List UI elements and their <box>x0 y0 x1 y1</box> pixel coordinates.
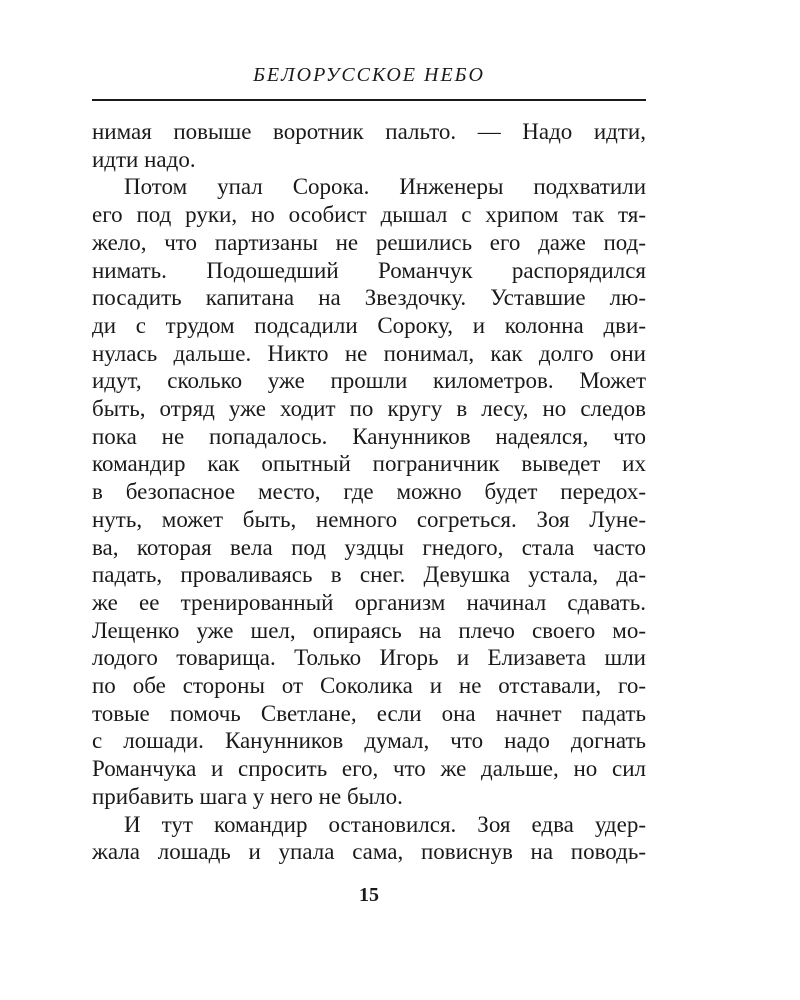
text-line: Потом упал Сорока. Инженеры подхватили <box>124 174 646 200</box>
header-rule <box>92 99 646 101</box>
text-line: в безопасное место, где можно будет передох- <box>92 479 646 505</box>
running-header: БЕЛОРУССКОЕ НЕБО <box>253 64 485 86</box>
text-line: падать, проваливаясь в снег. Девушка устала, да- <box>92 562 646 588</box>
text-line: жело, что партизаны не решились его даже под- <box>92 229 646 255</box>
text-line: идти надо. <box>92 146 196 172</box>
text-line: жала лошадь и упала сама, повиснув на поводь- <box>92 839 646 865</box>
text-line: Лещенко уже шел, опираясь на плечо своего мо- <box>92 617 646 643</box>
text-line: его под руки, но особист дышал с хрипом так тя- <box>92 202 646 228</box>
page-number: 15 <box>359 884 379 906</box>
text-line: же ее тренированный организм начинал сдавать. <box>92 589 646 615</box>
text-line: посадить капитана на Звездочку. Уставшие лю- <box>92 285 646 311</box>
paragraph-1 <box>92 118 646 173</box>
text-line: нуть, может быть, немного согреться. Зоя Луне- <box>92 506 646 532</box>
body-text <box>92 118 646 866</box>
text-line: Романчука и спросить его, что же дальше, но сил <box>92 756 646 782</box>
paragraph-3 <box>92 811 646 866</box>
paragraph-2 <box>92 173 646 810</box>
text-line: нулась дальше. Никто не понимал, как долго они <box>92 340 646 366</box>
text-line: идут, сколько уже прошли километров. Может <box>92 368 646 394</box>
text-line: товые помочь Светлане, если она начнет падать <box>92 700 646 726</box>
text-line: нимать. Подошедший Романчук распорядился <box>92 257 646 283</box>
text-line: нимая повыше воротник пальто. — Надо идти, <box>92 119 646 144</box>
text-line: по обе стороны от Соколика и не отставали, го- <box>92 673 646 699</box>
text-line: лодого товарища. Только Игорь и Елизавета шли <box>92 645 646 671</box>
text-line: И тут командир остановился. Зоя едва удер- <box>124 811 646 837</box>
text-line: командир как опытный пограничник выведет их <box>92 451 646 477</box>
text-line: быть, отряд уже ходит по кругу в лесу, но следов <box>92 396 646 422</box>
text-line: прибавить шага у него не было. <box>92 783 403 809</box>
text-line: пока не попадалось. Канунников надеялся, что <box>92 423 646 449</box>
text-line: с лошади. Канунников думал, что надо догнать <box>92 728 646 754</box>
text-line: ди с трудом подсадили Сороку, и колонна дви- <box>92 312 646 338</box>
text-line: ва, которая вела под уздцы гнедого, стала часто <box>92 534 646 560</box>
